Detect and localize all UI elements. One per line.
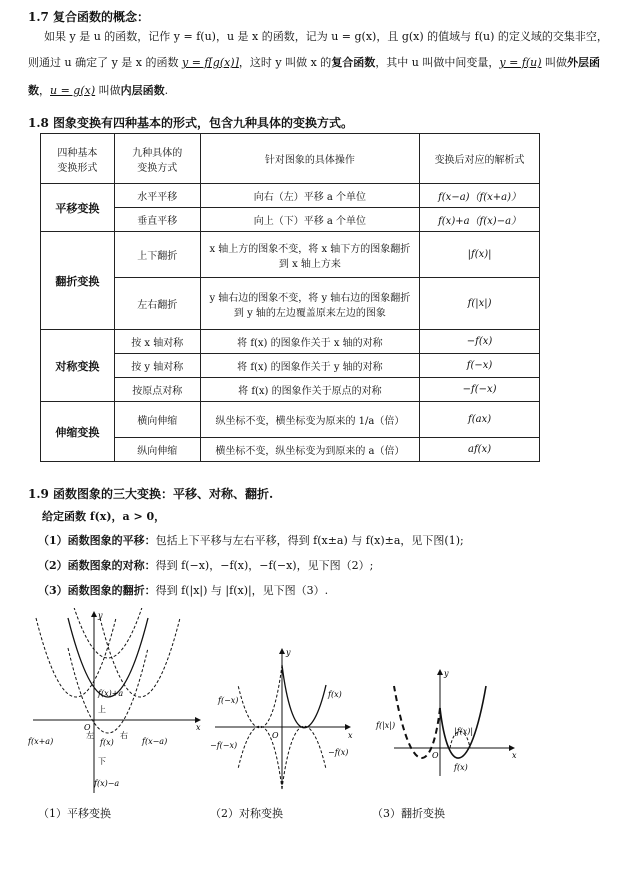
method-cell: 按原点对称: [114, 378, 200, 402]
kind-cell: 平移变换: [41, 184, 115, 232]
table-header-row: [41, 134, 540, 184]
expression-cell: |f(x)|: [420, 232, 540, 278]
expression-cell: f(ax): [420, 402, 540, 438]
section-1-8-title: 1.8 图象变换有四种基本的形式，包含九种具体的变换方式。: [28, 116, 354, 130]
operation-cell: y 轴右边的图象不变，将 y 轴右边的图象翻折到 y 轴的左边覆盖原来左边的图象: [200, 278, 419, 330]
expression-cell: f(x)+a（f(x)−a）: [420, 208, 540, 232]
method-cell: 垂直平移: [114, 208, 200, 232]
given-function-line: 给定函数 f(x)，a > 0，: [42, 510, 166, 523]
axis-label-x: x: [348, 731, 353, 740]
curve-neg-fx: [282, 726, 326, 789]
method-cell: 按 x 轴对称: [114, 330, 200, 354]
operation-cell: 将 f(x) 的图象作关于原点的对称: [200, 378, 419, 402]
transform-table: [40, 133, 540, 462]
label-fx-plus-a: f(x)+a: [98, 689, 124, 698]
operation-cell: 横坐标不变，纵坐标变为到原来的 a（倍）: [200, 438, 419, 462]
caption-translation: （1）平移变换: [38, 807, 111, 820]
axis-label-x: x: [512, 751, 517, 760]
label-fx: f(x): [454, 763, 468, 772]
header-basic-form: 四种基本 变换形式: [41, 134, 115, 184]
term-inner-function: 内层函数: [120, 84, 165, 97]
inner-function-expr: u = g(x): [50, 84, 96, 97]
caption-fold: （3）翻折变换: [372, 807, 445, 820]
method-cell: 纵向伸缩: [114, 438, 200, 462]
table-row: [41, 232, 540, 278]
method-cell: 水平平移: [114, 184, 200, 208]
bullet-translation: （1）函数图象的平移：包括上下平移与左右平移，得到 f(x±a) 与 f(x)±a，见下图(1);: [38, 534, 464, 547]
axis-label-x: x: [196, 723, 201, 732]
label-up: 上: [98, 705, 106, 714]
outer-function-expr: y = f(u): [499, 56, 542, 69]
table-row: [41, 184, 540, 208]
operation-cell: 向上（下）平移 a 个单位: [200, 208, 419, 232]
expression-cell: f(−x): [420, 354, 540, 378]
expression-cell: −f(x): [420, 330, 540, 354]
kind-cell: 对称变换: [41, 330, 115, 402]
table-row: [41, 354, 540, 378]
table-row: [41, 278, 540, 330]
label-fx: f(x): [100, 738, 114, 747]
method-cell: 横向伸缩: [114, 402, 200, 438]
curve-fx-minus-a-shift: [100, 618, 180, 697]
composite-function-expr: y = f[g(x)]: [181, 56, 239, 69]
operation-cell: 将 f(x) 的图象作关于 x 轴的对称: [200, 330, 419, 354]
label-fx-minus-shift: f(x−a): [142, 737, 168, 746]
term-outer-function: 外层函: [567, 56, 601, 69]
label-right: 右: [120, 731, 128, 740]
label-f-neg-x: f(−x): [218, 696, 239, 705]
curve-fx-plus-a: [68, 608, 148, 658]
kind-cell: 伸缩变换: [41, 402, 115, 462]
bullet-fold: （3）函数图象的翻折：得到 f(|x|) 与 |f(x)|，见下图（3）.: [38, 584, 329, 597]
section-1-7-line-1: 如果 y 是 u 的函数，记作 y = f(u)，u 是 x 的函数，记为 u = g(x)，且 g(x) 的值域与 f(u) 的定义域的交集非空，: [44, 30, 608, 43]
kind-cell: 翻折变换: [41, 232, 115, 330]
operation-cell: 纵坐标不变，横坐标变为原来的 1/a（倍）: [200, 402, 419, 438]
origin-label: O: [432, 751, 439, 760]
label-neg-fx: −f(x): [328, 748, 349, 757]
header-expression: 变换后对应的解析式: [420, 134, 540, 184]
section-1-7-line-2: 则通过 u 确定了 y 是 x 的函数 y = f[g(x)]，这时 y 叫做 x 的复合函数，其中 u 叫做中间变量，y = f(u) 叫做外层函: [28, 56, 601, 69]
table-row: [41, 438, 540, 462]
method-cell: 上下翻折: [114, 232, 200, 278]
label-neg-f-neg-x: −f(−x): [210, 741, 238, 750]
operation-cell: 向右（左）平移 a 个单位: [200, 184, 419, 208]
label-left: 左: [86, 731, 94, 740]
curve-fx: [68, 618, 148, 697]
label-down: 下: [98, 757, 106, 766]
curve-f-abs-x: [394, 686, 440, 758]
expression-cell: −f(−x): [420, 378, 540, 402]
section-1-9-title: 1.9 函数图象的三大变换：平移、对称、翻折.: [28, 487, 274, 501]
table-row: [41, 208, 540, 232]
expression-cell: f(x−a)（f(x+a)）: [420, 184, 540, 208]
label-abs-fx: |f(x)|: [454, 727, 474, 736]
curve-fx: [440, 686, 486, 758]
curve-fx: [282, 665, 326, 728]
figure-fold: [374, 666, 524, 781]
axis-label-y: y: [444, 669, 449, 678]
table-row: [41, 402, 540, 438]
label-fx-plus-shift: f(x+a): [28, 737, 54, 746]
operation-cell: 将 f(x) 的图象作关于 y 轴的对称: [200, 354, 419, 378]
label-fx-minus-a: f(x)−a: [94, 779, 120, 788]
figure-symmetry: [210, 645, 360, 790]
bullet-symmetry: （2）函数图象的对称：得到 f(−x)，−f(x)，−f(−x)，见下图（2）;: [38, 559, 374, 572]
operation-cell: x 轴上方的图象不变，将 x 轴下方的图象翻折到 x 轴上方来: [200, 232, 419, 278]
table-row: [41, 330, 540, 354]
method-cell: 按 y 轴对称: [114, 354, 200, 378]
axis-label-y: y: [286, 648, 291, 657]
section-1-7-title: 1.7 复合函数的概念：: [28, 10, 150, 24]
header-operation: 针对图象的具体操作: [200, 134, 419, 184]
section-1-7-line-3: 数，u = g(x) 叫做内层函数.: [28, 84, 169, 97]
origin-label: O: [84, 723, 91, 732]
curve-fx-plus-a-shift: [36, 618, 116, 697]
label-fx: f(x): [328, 690, 342, 699]
label-f-abs-x: f(|x|): [376, 721, 396, 730]
term-composite-function: 复合函数: [331, 56, 376, 69]
method-cell: 左右翻折: [114, 278, 200, 330]
header-specific-method: 九种具体的 变换方式: [114, 134, 200, 184]
expression-cell: af(x): [420, 438, 540, 462]
curve-f-neg-x: [238, 665, 282, 728]
caption-symmetry: （2）对称变换: [210, 807, 283, 820]
expression-cell: f(|x|): [420, 278, 540, 330]
table-row: [41, 378, 540, 402]
axis-label-y: y: [98, 611, 103, 620]
origin-label: O: [272, 731, 279, 740]
figure-translation: [28, 608, 208, 798]
